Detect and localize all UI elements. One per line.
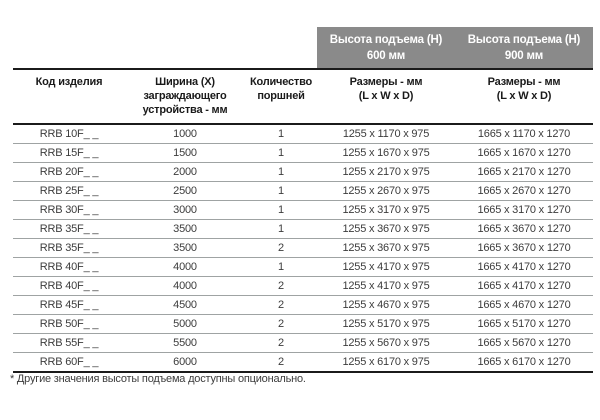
cell-dims-600: 1255 x 3170 x 975 [317,201,455,220]
cell-width: 3000 [125,201,245,220]
table-row [13,353,593,373]
cell-dims-900: 1665 x 6170 x 1270 [455,353,593,373]
cell-product-code: RRB 10F_ _ [13,124,125,144]
cell-product-code: RRB 20F_ _ [13,163,125,182]
product-spec-table [13,68,593,373]
cell-pistons: 2 [245,353,317,373]
cell-width: 5000 [125,315,245,334]
width-label-line3: устройства - мм [142,104,228,116]
dims-600-label-line2: (L x W x D) [358,90,414,102]
header-row [13,69,593,124]
cell-dims-600: 1255 x 2170 x 975 [317,163,455,182]
product-code-label: Код изделия [35,76,103,88]
cell-product-code: RRB 35F_ _ [13,239,125,258]
cell-width: 3500 [125,239,245,258]
cell-product-code: RRB 50F_ _ [13,315,125,334]
lift-height-900-header [455,27,593,68]
table-row [13,163,593,182]
dims-900-label-line1: Размеры - мм [487,76,561,88]
cell-product-code: RRB 55F_ _ [13,334,125,353]
table-row [13,258,593,277]
cell-width: 1000 [125,124,245,144]
table-row [13,334,593,353]
cell-pistons: 2 [245,239,317,258]
cell-dims-900: 1665 x 1170 x 1270 [455,124,593,144]
cell-dims-600: 1255 x 4170 x 975 [317,258,455,277]
table-row [13,239,593,258]
width-label-line1: Ширина (X) [155,76,215,88]
cell-width: 3500 [125,220,245,239]
cell-dims-900: 1665 x 4170 x 1270 [455,277,593,296]
cell-dims-600: 1255 x 6170 x 975 [317,353,455,373]
col-header-width [125,69,245,124]
cell-pistons: 1 [245,220,317,239]
cell-width: 2000 [125,163,245,182]
table-row [13,201,593,220]
cell-product-code: RRB 15F_ _ [13,144,125,163]
cell-width: 4000 [125,277,245,296]
lift-height-band [317,27,593,68]
cell-product-code: RRB 25F_ _ [13,182,125,201]
table-row [13,220,593,239]
table-row [13,124,593,144]
spec-table-header [13,69,593,124]
dims-600-label-line1: Размеры - мм [349,76,423,88]
cell-pistons: 1 [245,201,317,220]
cell-pistons: 1 [245,258,317,277]
cell-pistons: 2 [245,296,317,315]
lift-height-600-value: 600 мм [366,50,406,62]
cell-dims-600: 1255 x 4670 x 975 [317,296,455,315]
cell-dims-900: 1665 x 2170 x 1270 [455,163,593,182]
cell-pistons: 2 [245,315,317,334]
cell-dims-600: 1255 x 4170 x 975 [317,277,455,296]
width-label-line2: заграждающего [143,90,227,102]
pistons-label-line1: Количество [249,76,313,88]
cell-product-code: RRB 40F_ _ [13,277,125,296]
col-header-dims-900 [455,69,593,124]
cell-dims-900: 1665 x 3670 x 1270 [455,239,593,258]
cell-dims-600: 1255 x 1670 x 975 [317,144,455,163]
cell-pistons: 2 [245,277,317,296]
cell-dims-600: 1255 x 5670 x 975 [317,334,455,353]
cell-width: 4000 [125,258,245,277]
cell-pistons: 2 [245,334,317,353]
cell-dims-900: 1665 x 3670 x 1270 [455,220,593,239]
cell-width: 1500 [125,144,245,163]
cell-dims-900: 1665 x 2670 x 1270 [455,182,593,201]
col-header-product-code [13,69,125,124]
spec-table-body [13,124,593,372]
pistons-label-line2: поршней [257,90,305,102]
cell-dims-900: 1665 x 5670 x 1270 [455,334,593,353]
cell-product-code: RRB 60F_ _ [13,353,125,373]
cell-dims-600: 1255 x 3670 x 975 [317,220,455,239]
lift-height-900-label: Высота подъема (H) [467,34,581,46]
col-header-dims-600 [317,69,455,124]
cell-dims-600: 1255 x 5170 x 975 [317,315,455,334]
table-row [13,277,593,296]
col-header-pistons [245,69,317,124]
table-row [13,315,593,334]
cell-dims-600: 1255 x 2670 x 975 [317,182,455,201]
cell-product-code: RRB 35F_ _ [13,220,125,239]
cell-width: 2500 [125,182,245,201]
cell-dims-900: 1665 x 1670 x 1270 [455,144,593,163]
footnote: * Другие значения высоты подъема доступны опционально. [10,373,306,385]
lift-height-900-value: 900 мм [504,50,544,62]
table-row [13,296,593,315]
table-row [13,144,593,163]
dims-900-label-line2: (L x W x D) [496,90,552,102]
cell-product-code: RRB 30F_ _ [13,201,125,220]
cell-dims-900: 1665 x 4170 x 1270 [455,258,593,277]
lift-height-600-label: Высота подъема (H) [329,34,443,46]
cell-product-code: RRB 40F_ _ [13,258,125,277]
cell-dims-900: 1665 x 3170 x 1270 [455,201,593,220]
cell-pistons: 1 [245,124,317,144]
cell-width: 4500 [125,296,245,315]
cell-width: 6000 [125,353,245,373]
cell-width: 5500 [125,334,245,353]
table-row [13,182,593,201]
cell-pistons: 1 [245,163,317,182]
cell-pistons: 1 [245,182,317,201]
lift-height-600-header [317,27,455,68]
cell-pistons: 1 [245,144,317,163]
cell-dims-600: 1255 x 3670 x 975 [317,239,455,258]
cell-product-code: RRB 45F_ _ [13,296,125,315]
cell-dims-600: 1255 x 1170 x 975 [317,124,455,144]
cell-dims-900: 1665 x 5170 x 1270 [455,315,593,334]
cell-dims-900: 1665 x 4670 x 1270 [455,296,593,315]
